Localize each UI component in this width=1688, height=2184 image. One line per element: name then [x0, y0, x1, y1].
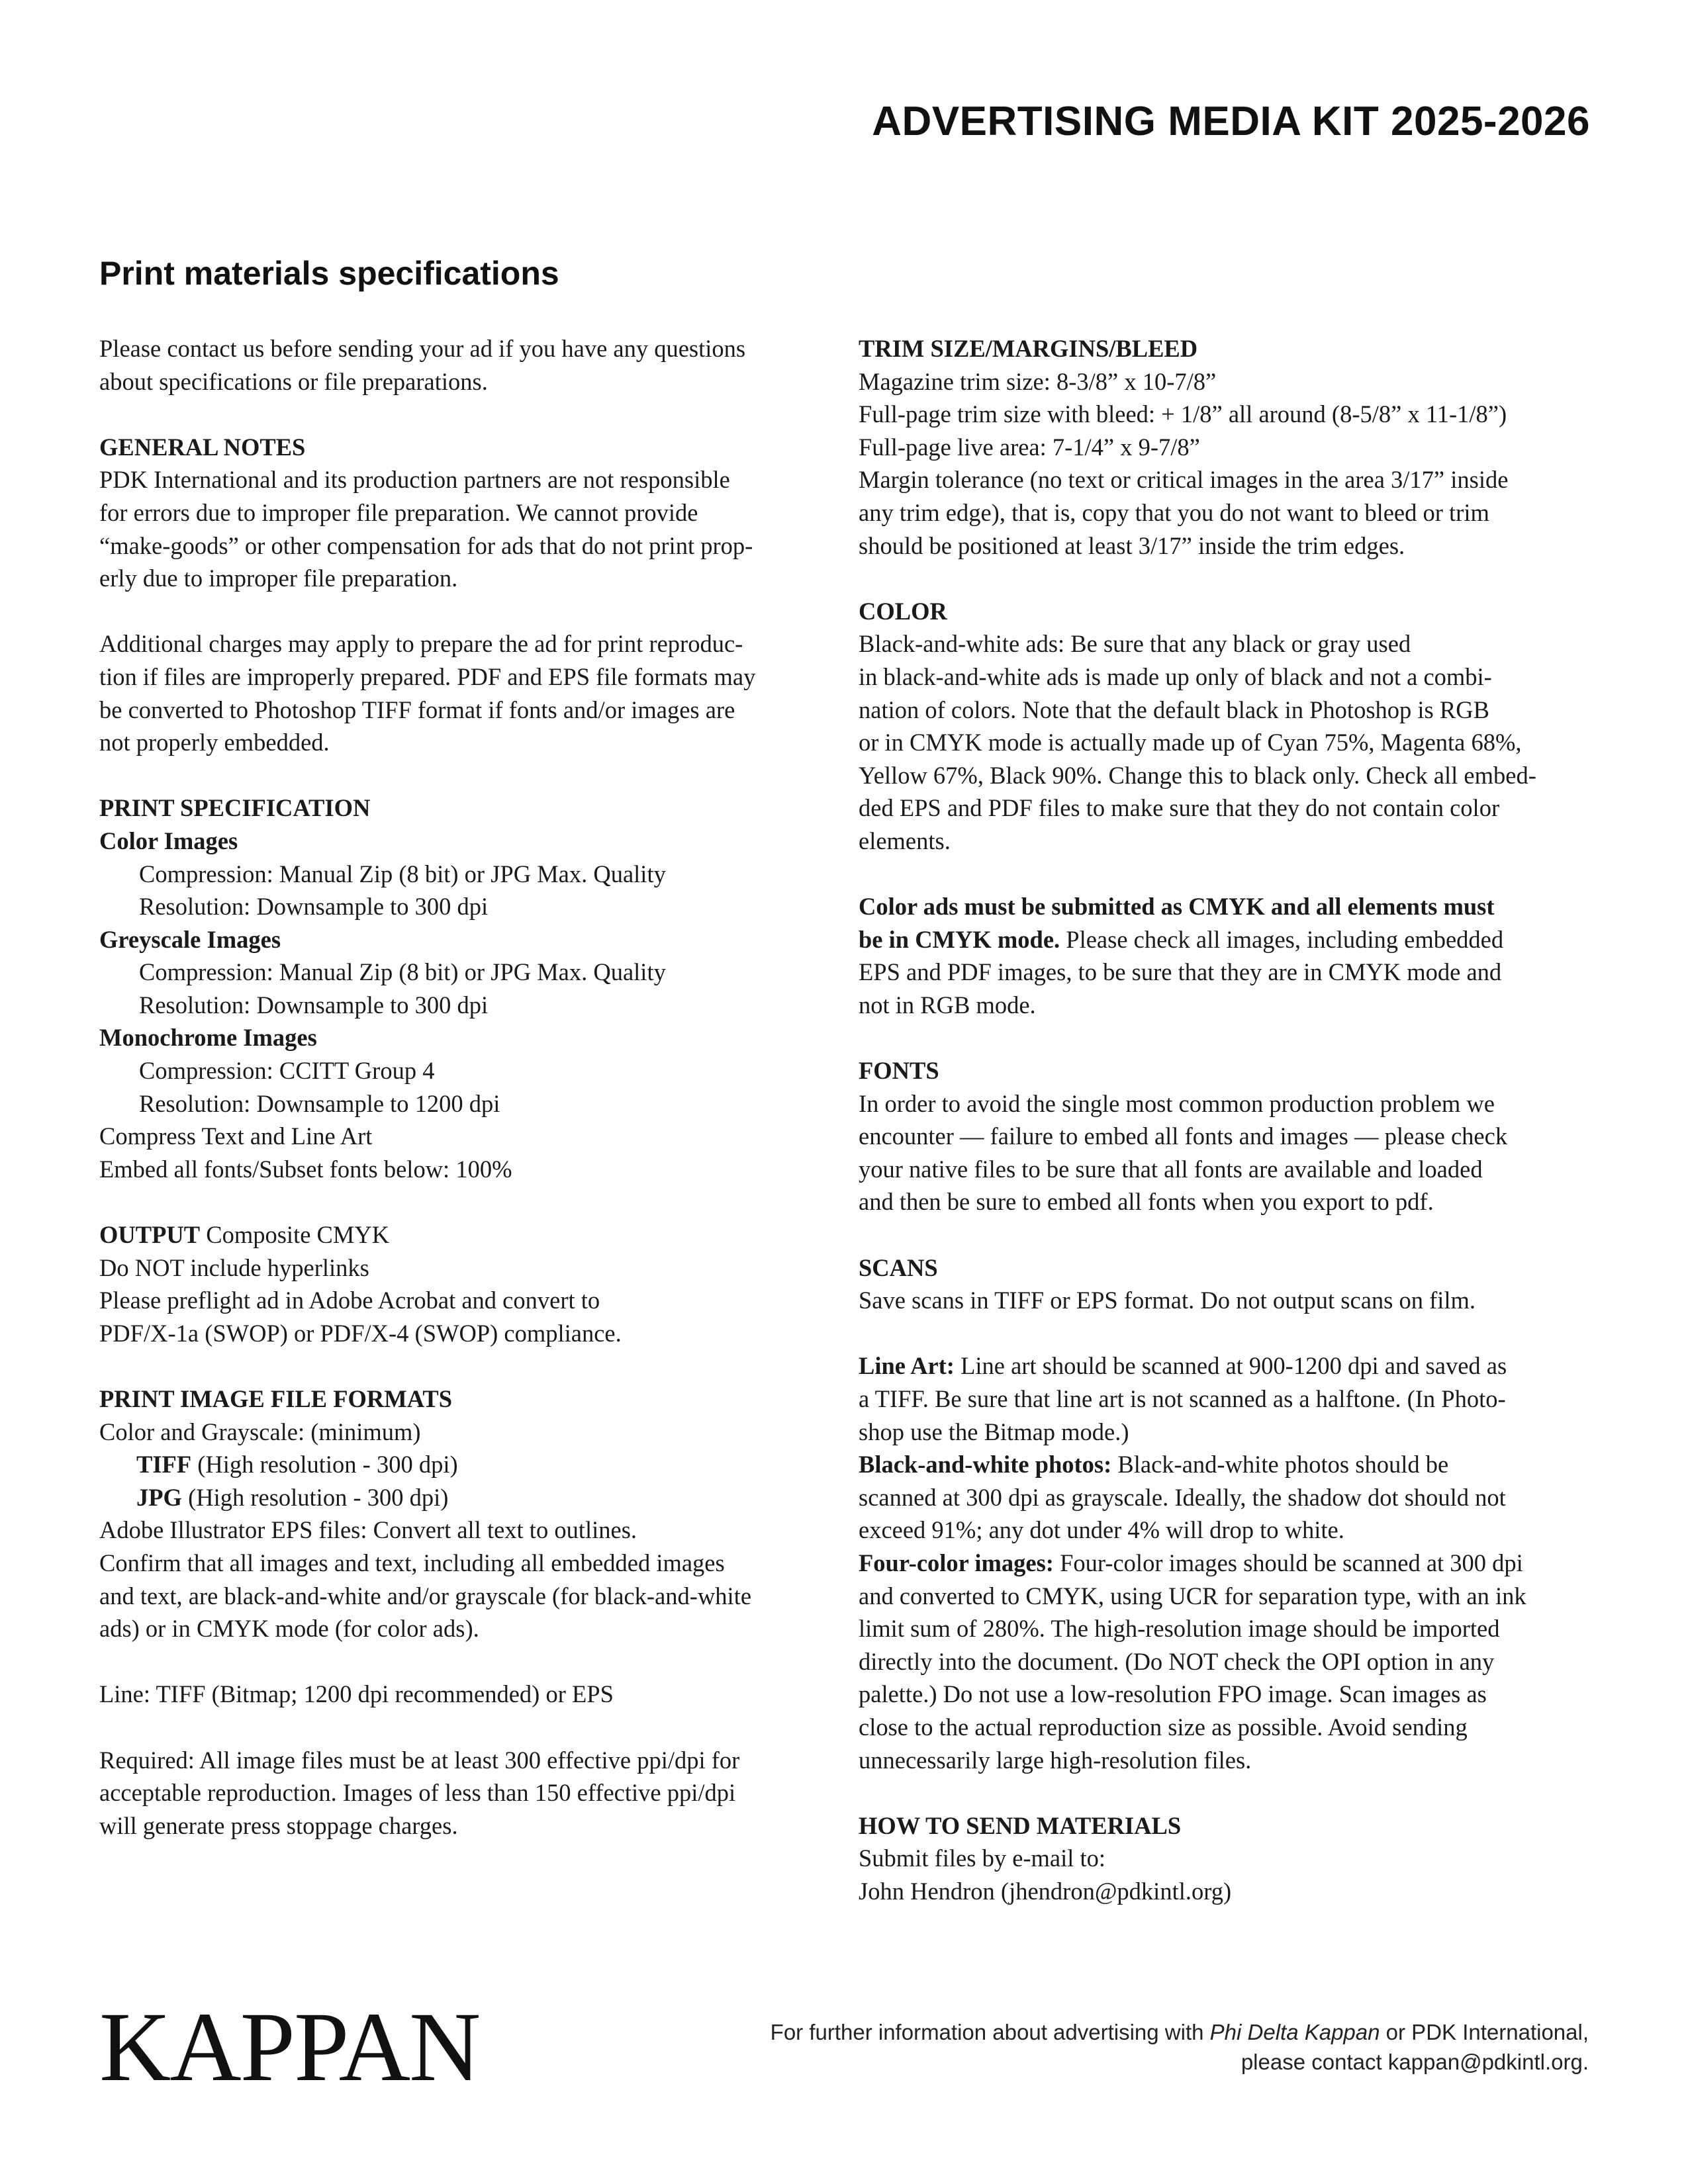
- output-heading: OUTPUT: [99, 1221, 201, 1249]
- footer-publication-name: Phi Delta Kappan: [1209, 2020, 1380, 2044]
- intro-text: Please contact us before sending your ad if you have any questions: [99, 335, 746, 362]
- right-column: [859, 332, 1593, 1908]
- section-title: Print materials specifications: [99, 255, 559, 292]
- scans-heading: SCANS: [859, 1253, 938, 1281]
- general-notes-heading: GENERAL NOTES: [99, 433, 306, 461]
- jpg-label: JPG: [136, 1483, 182, 1511]
- color-text: elements.: [859, 827, 951, 854]
- color-grayscale-line: Color and Grayscale: (minimum): [99, 1418, 421, 1445]
- tiff-label: TIFF: [136, 1451, 192, 1479]
- footer-info-line: [771, 2017, 1589, 2047]
- color-text: ded EPS and PDF files to make sure that they do not contain color: [859, 794, 1500, 822]
- preflight-text: PDF/X-1a (SWOP) or PDF/X-4 (SWOP) compliance.: [99, 1319, 622, 1347]
- line-art-label: Line Art:: [859, 1352, 955, 1380]
- fonts-text: In order to avoid the single most common production problem we: [859, 1089, 1495, 1117]
- color-text: or in CMYK mode is actually made up of Cyan 75%, Magenta 68%,: [859, 729, 1522, 756]
- bw-photos-line: [859, 1448, 1593, 1481]
- confirm-text: and text, are black-and-white and/or grayscale (for black-and-white: [99, 1582, 752, 1610]
- greyscale-images-heading: Greyscale Images: [99, 925, 281, 953]
- four-color-text: limit sum of 280%. The high-resolution image should be imported: [859, 1615, 1500, 1643]
- bw-photos-text: exceed 91%; any dot under 4% will drop to white.: [859, 1516, 1344, 1544]
- four-color-text: Four-color images should be scanned at 300 dpi: [1053, 1549, 1523, 1576]
- required-text: Required: All image files must be at least 300 effective ppi/dpi for: [99, 1746, 740, 1774]
- tiff-line: [99, 1448, 824, 1481]
- trim-text: Full-page live area: 7-1/4” x 9-7/8”: [859, 433, 1200, 461]
- send-materials-text: Submit files by e-mail to:: [859, 1844, 1106, 1872]
- four-color-text: directly into the document. (Do NOT check the OPI option in any: [859, 1647, 1495, 1675]
- cmyk-notice: Color ads must be submitted as CMYK and all elements must: [859, 893, 1495, 921]
- general-notes-text: PDK International and its production partners are not responsible: [99, 466, 730, 494]
- four-color-text: palette.) Do not use a low-resolution FPO image. Scan images as: [859, 1680, 1487, 1708]
- general-notes-text: erly due to improper file preparation.: [99, 565, 458, 592]
- output-value: Composite CMYK: [200, 1221, 390, 1249]
- monochrome-images-heading: Monochrome Images: [99, 1024, 317, 1052]
- trim-text: any trim edge), that is, copy that you do not want to bleed or trim: [859, 498, 1489, 526]
- footer-contact[interactable]: please contact kappan@pdkintl.org.: [1241, 2050, 1589, 2074]
- send-materials-heading: HOW TO SEND MATERIALS: [859, 1811, 1182, 1839]
- file-formats-heading: PRINT IMAGE FILE FORMATS: [99, 1385, 453, 1412]
- color-images-compression: Compression: Manual Zip (8 bit) or JPG Max. Quality: [139, 860, 666, 887]
- confirm-text: Confirm that all images and text, including all embedded images: [99, 1549, 725, 1576]
- page-header-title: ADVERTISING MEDIA KIT 2025-2026: [872, 99, 1590, 144]
- footer-info-suffix: or PDK International,: [1380, 2020, 1589, 2044]
- color-text: Yellow 67%, Black 90%. Change this to black only. Check all embed-: [859, 761, 1536, 789]
- trim-heading: TRIM SIZE/MARGINS/BLEED: [859, 335, 1198, 362]
- jpg-text: (High resolution - 300 dpi): [181, 1483, 449, 1511]
- cmyk-notice-line: [859, 923, 1593, 956]
- monochrome-images-resolution: Resolution: Downsample to 1200 dpi: [139, 1089, 500, 1117]
- left-column: [99, 332, 824, 1842]
- additional-charges-text: be converted to Photoshop TIFF format if fonts and/or images are: [99, 696, 735, 723]
- greyscale-images-resolution: Resolution: Downsample to 300 dpi: [139, 991, 489, 1019]
- print-specification-heading: PRINT SPECIFICATION: [99, 794, 371, 822]
- color-images-resolution: Resolution: Downsample to 300 dpi: [139, 893, 489, 921]
- output-line: [99, 1218, 824, 1251]
- footer-info-prefix: For further information about advertising with: [770, 2020, 1210, 2044]
- bw-photos-text: scanned at 300 dpi as grayscale. Ideally, the shadow dot should not: [859, 1483, 1506, 1511]
- four-color-text: close to the actual reproduction size as possible. Avoid sending: [859, 1713, 1468, 1741]
- monochrome-images-compression: Compression: CCITT Group 4: [139, 1057, 435, 1085]
- four-color-line: [859, 1547, 1593, 1580]
- scans-text: Save scans in TIFF or EPS format. Do not output scans on film.: [859, 1287, 1476, 1314]
- required-text: acceptable reproduction. Images of less than 150 effective ppi/dpi: [99, 1779, 736, 1807]
- embed-fonts-line: Embed all fonts/Subset fonts below: 100%: [99, 1155, 512, 1183]
- color-text: in black-and-white ads is made up only of black and not a combi-: [859, 662, 1492, 690]
- fonts-text: your native files to be sure that all fonts are available and loaded: [859, 1155, 1483, 1183]
- additional-charges-text: tion if files are improperly prepared. PDF and EPS file formats may: [99, 662, 756, 690]
- trim-text: should be positioned at least 3/17” inside the trim edges.: [859, 531, 1405, 559]
- kappan-logo: KAPPAN: [99, 1992, 480, 2102]
- fonts-text: and then be sure to embed all fonts when you export to pdf.: [859, 1188, 1434, 1216]
- color-text: nation of colors. Note that the default black in Photoshop is RGB: [859, 696, 1489, 723]
- color-text: Black-and-white ads: Be sure that any black or gray used: [859, 630, 1411, 658]
- line-art-text: a TIFF. Be sure that line art is not scanned as a halftone. (In Photo-: [859, 1385, 1506, 1412]
- cmyk-notice-bold: be in CMYK mode.: [859, 925, 1060, 953]
- tiff-text: (High resolution - 300 dpi): [191, 1451, 458, 1479]
- general-notes-text: for errors due to improper file preparation. We cannot provide: [99, 498, 698, 526]
- four-color-label: Four-color images:: [859, 1549, 1054, 1576]
- compress-text-line: Compress Text and Line Art: [99, 1122, 373, 1150]
- additional-charges-text: Additional charges may apply to prepare the ad for print reproduc-: [99, 630, 743, 658]
- footer-info: [771, 2017, 1589, 2077]
- bw-photos-label: Black-and-white photos:: [859, 1451, 1112, 1479]
- color-images-heading: Color Images: [99, 827, 238, 854]
- general-notes-text: “make-goods” or other compensation for ads that do not print prop-: [99, 531, 753, 559]
- additional-charges-text: not properly embedded.: [99, 729, 330, 756]
- send-contact[interactable]: John Hendron (jhendron@pdkintl.org): [859, 1877, 1232, 1905]
- cmyk-text: EPS and PDF images, to be sure that they are in CMYK mode and: [859, 958, 1502, 986]
- cmyk-text: not in RGB mode.: [859, 991, 1036, 1019]
- illustrator-line: Adobe Illustrator EPS files: Convert all text to outlines.: [99, 1516, 637, 1544]
- trim-text: Magazine trim size: 8-3/8” x 10-7/8”: [859, 367, 1217, 395]
- no-hyperlinks-line: Do NOT include hyperlinks: [99, 1253, 369, 1281]
- preflight-text: Please preflight ad in Adobe Acrobat and convert to: [99, 1287, 600, 1314]
- cmyk-notice-text: Please check all images, including embedded: [1060, 925, 1504, 953]
- line-art-line: [859, 1349, 1593, 1383]
- line-art-text: shop use the Bitmap mode.): [859, 1418, 1129, 1445]
- four-color-text: and converted to CMYK, using UCR for separation type, with an ink: [859, 1582, 1526, 1610]
- intro-text: about specifications or file preparations.: [99, 367, 488, 395]
- confirm-text: ads) or in CMYK mode (for color ads).: [99, 1615, 479, 1643]
- fonts-text: encounter — failure to embed all fonts and images — please check: [859, 1122, 1508, 1150]
- trim-text: Full-page trim size with bleed: + 1/8” all around (8-5/8” x 11-1/8”): [859, 400, 1507, 428]
- greyscale-images-compression: Compression: Manual Zip (8 bit) or JPG Max. Quality: [139, 958, 666, 986]
- four-color-text: unnecessarily large high-resolution files.: [859, 1746, 1252, 1774]
- line-art-text: Line art should be scanned at 900-1200 dpi and saved as: [954, 1352, 1507, 1380]
- color-heading: COLOR: [859, 597, 947, 625]
- required-text: will generate press stoppage charges.: [99, 1811, 458, 1839]
- trim-text: Margin tolerance (no text or critical images in the area 3/17” inside: [859, 466, 1509, 494]
- fonts-heading: FONTS: [859, 1057, 939, 1085]
- bw-photos-text: Black-and-white photos should be: [1111, 1451, 1449, 1479]
- line-format-text: Line: TIFF (Bitmap; 1200 dpi recommended) or EPS: [99, 1680, 614, 1708]
- jpg-line: [99, 1481, 824, 1514]
